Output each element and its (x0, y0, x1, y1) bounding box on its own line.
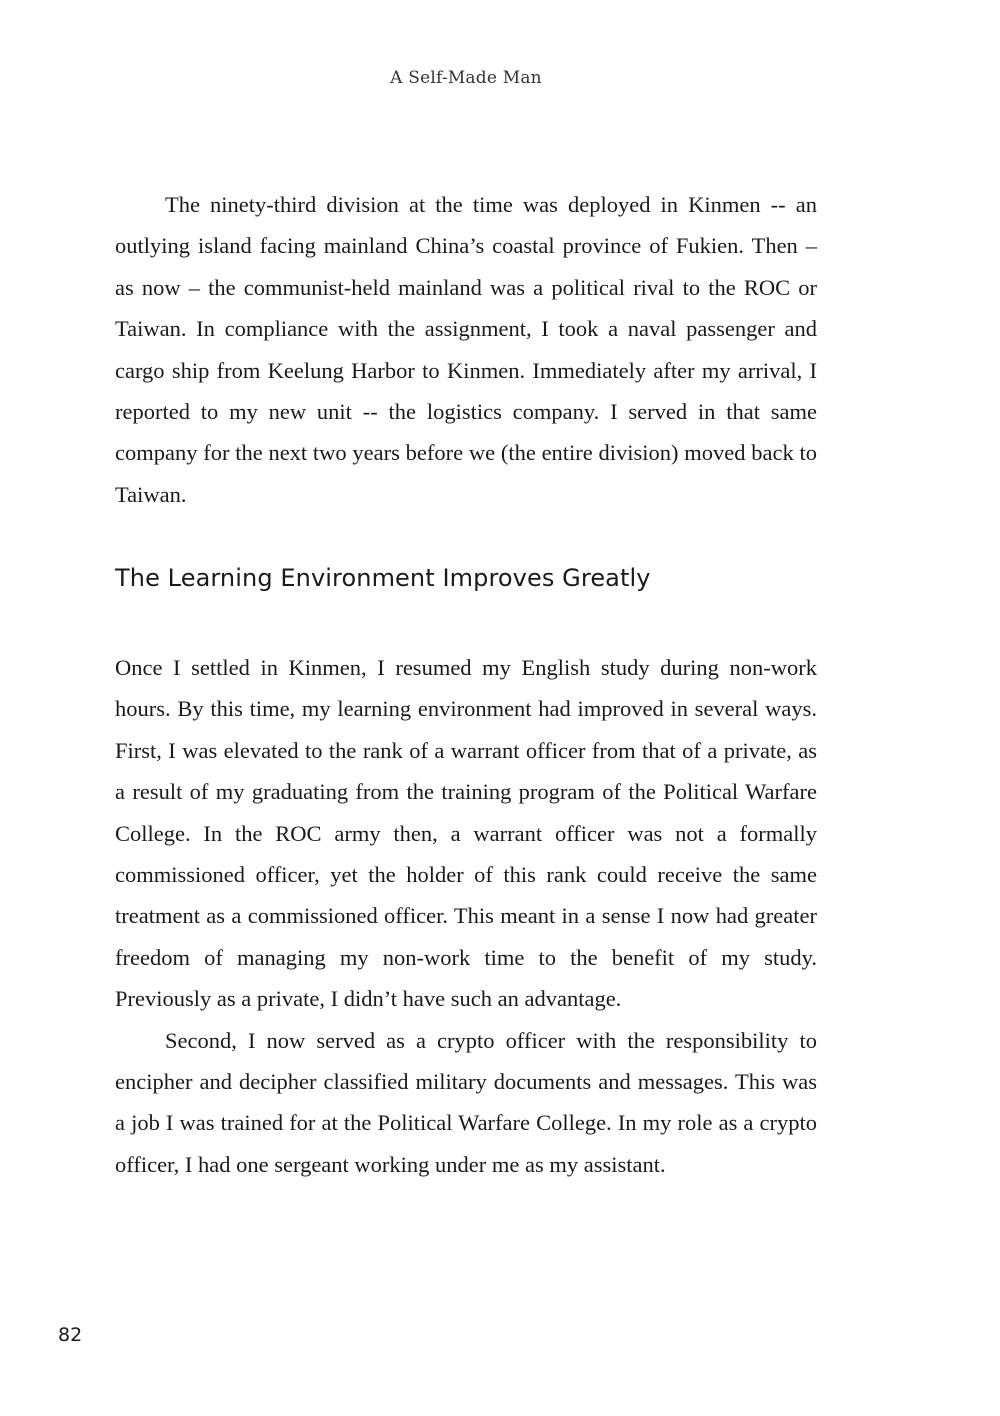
section-heading: The Learning Environment Improves Greatly (115, 564, 651, 592)
page-number: 82 (58, 1324, 83, 1346)
running-header: A Self-Made Man (390, 68, 542, 88)
body-text-block (115, 647, 817, 1185)
body-text-block (115, 184, 817, 515)
paragraph: Once I settled in Kinmen, I resumed my English study during non-work hours. By this time, my learning environment had improved in several ways. First, I was elevated to the rank of a warrant officer from that of a private, as a result of my graduating from the training program of the Political Warfare College. In the ROC army then, a warrant officer was not a formally commissioned officer, yet the holder of this rank could receive the same treatment as a commissioned officer. This meant in a sense I now had greater freedom of managing my non-work time to the benefit of my study. Previously as a private, I didn’t have such an advantage. (115, 655, 817, 1012)
paragraph: The ninety-third division at the time was deployed in Kinmen -- an outlying island facing mainland China’s coastal province of Fukien. Then – as now – the communist-held mainland was a political rival to the ROC or Taiwan. In compliance with the assignment, I took a naval passenger and cargo ship from Keelung Harbor to Kinmen. Immediately after my arrival, I reported to my new unit -- the logistics company. I served in that same company for the next two years before we (the entire division) moved back to Taiwan. (115, 192, 817, 507)
paragraph: Second, I now served as a crypto officer with the responsibility to encipher and decipher classified military documents and messages. This was a job I was trained for at the Political Warfare College. In my role as a crypto officer, I had one sergeant working under me as my assistant. (115, 1027, 817, 1177)
